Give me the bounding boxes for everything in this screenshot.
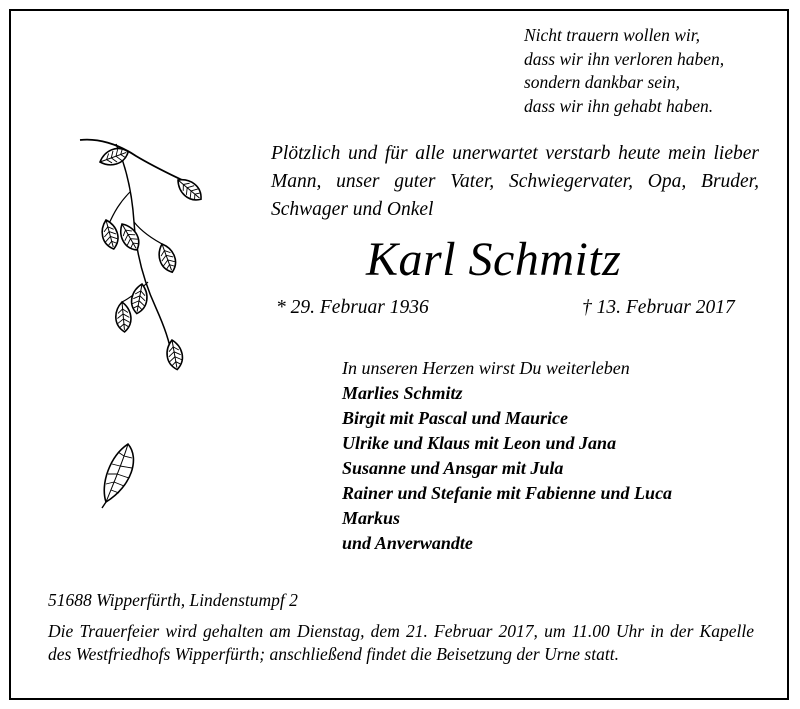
funeral-notice: Die Trauerfeier wird gehalten am Dienstag, dem 21. Februar 2017, um 11.00 Uhr in der Kapelle des Westfriedhofs Wipperfürth; anschließend findet die Beisetzung der Urne statt. — [48, 621, 754, 664]
mourner-name: Markus — [342, 508, 401, 528]
motto-line: sondern dankbar sein, — [524, 72, 681, 92]
mourner-name: Marlies Schmitz — [342, 383, 463, 403]
mourner-name: Ulrike und Klaus mit Leon und Jana — [342, 433, 617, 453]
motto-line: dass wir ihn verloren haben, — [524, 48, 725, 69]
mourner-name: Rainer und Stefanie mit Fabienne und Luca — [342, 483, 673, 503]
mourner-name: und Anverwandte — [342, 533, 473, 553]
deceased-name: Karl Schmitz — [366, 233, 622, 286]
birth-date: * 29. Februar 1936 — [276, 297, 429, 318]
motto-line: dass wir ihn gehabt haben. — [524, 95, 714, 116]
mourner-name: Susanne und Ansgar mit Jula — [342, 458, 564, 478]
mourners-heading: In unseren Herzen wirst Du weiterleben — [342, 358, 630, 378]
falling-leaf-icon — [98, 440, 142, 510]
motto-verse — [524, 24, 724, 118]
death-announcement-text: Plötzlich und für alle unerwartet verstarb heute mein lieber Mann, unser guter Vater, Schwiegervater, Opa, Bruder, Schwager und Onkel — [271, 143, 759, 220]
mourner-name: Birgit mit Pascal und Maurice — [342, 408, 569, 428]
birch-branch-icon — [78, 132, 208, 382]
family-address: 51688 Wipperfürth, Lindenstumpf 2 — [48, 590, 298, 610]
motto-line: Nicht trauern wollen wir, — [524, 25, 700, 45]
mourners-block — [342, 356, 672, 556]
death-date: † 13. Februar 2017 — [582, 297, 735, 318]
